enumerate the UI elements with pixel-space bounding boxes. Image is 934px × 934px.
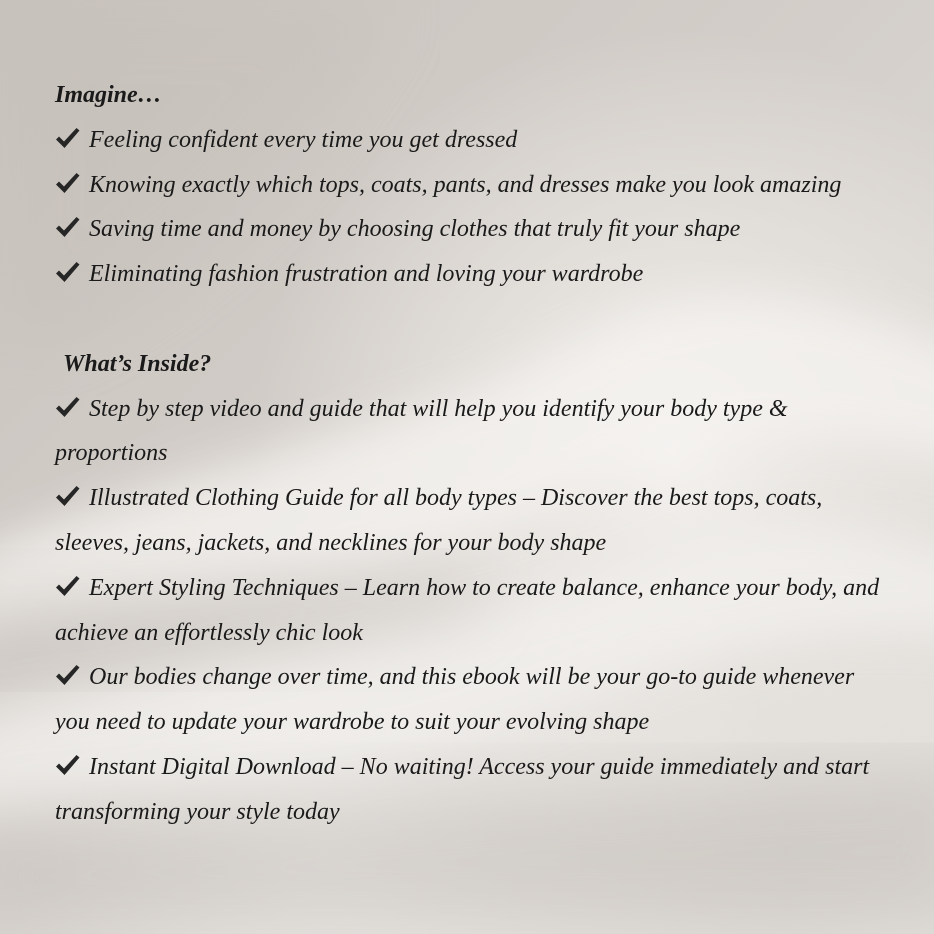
check-icon [55, 127, 80, 149]
list-item [55, 163, 885, 208]
check-icon [55, 261, 80, 283]
list-item-text: Expert Styling Techniques – Learn how to create balance, enhance your body, and achieve an effortlessly chic look [55, 574, 880, 646]
list-item-text: Saving time and money by choosing clothes that truly fit your shape [89, 216, 741, 243]
list-item [55, 387, 885, 477]
list-item-text: Instant Digital Download – No waiting! Access your guide immediately and start transforming your style today [55, 753, 870, 825]
imagine-list [55, 118, 885, 297]
inside-heading: What’s Inside? [63, 350, 212, 377]
check-icon [55, 664, 80, 686]
list-item-text: Feeling confident every time you get dressed [89, 126, 518, 153]
section-spacer [55, 297, 885, 342]
content-area [55, 73, 885, 835]
list-item-text: Step by step video and guide that will help you identify your body type & proportions [55, 395, 788, 467]
check-icon [55, 485, 80, 507]
list-item [55, 252, 885, 297]
list-item [55, 476, 885, 566]
imagine-heading: Imagine… [55, 82, 162, 108]
list-item [55, 207, 885, 252]
list-item [55, 745, 885, 835]
list-item [55, 655, 885, 745]
check-icon [55, 754, 80, 776]
inside-list [55, 387, 885, 835]
list-item-text: Our bodies change over time, and this ebook will be your go-to guide whenever you need to update your wardrobe to suit your evolving shape [55, 664, 855, 736]
list-item [55, 118, 885, 163]
check-icon [55, 575, 80, 597]
check-icon [55, 216, 80, 238]
list-item-text: Eliminating fashion frustration and loving your wardrobe [89, 261, 644, 288]
check-icon [55, 172, 80, 194]
list-item-text: Knowing exactly which tops, coats, pants, and dresses make you look amazing [89, 171, 842, 198]
list-item-text: Illustrated Clothing Guide for all body types – Discover the best tops, coats, sleeves, jeans, jackets, and necklines for your body shape [55, 485, 823, 556]
list-item [55, 566, 885, 656]
check-icon [55, 396, 80, 418]
